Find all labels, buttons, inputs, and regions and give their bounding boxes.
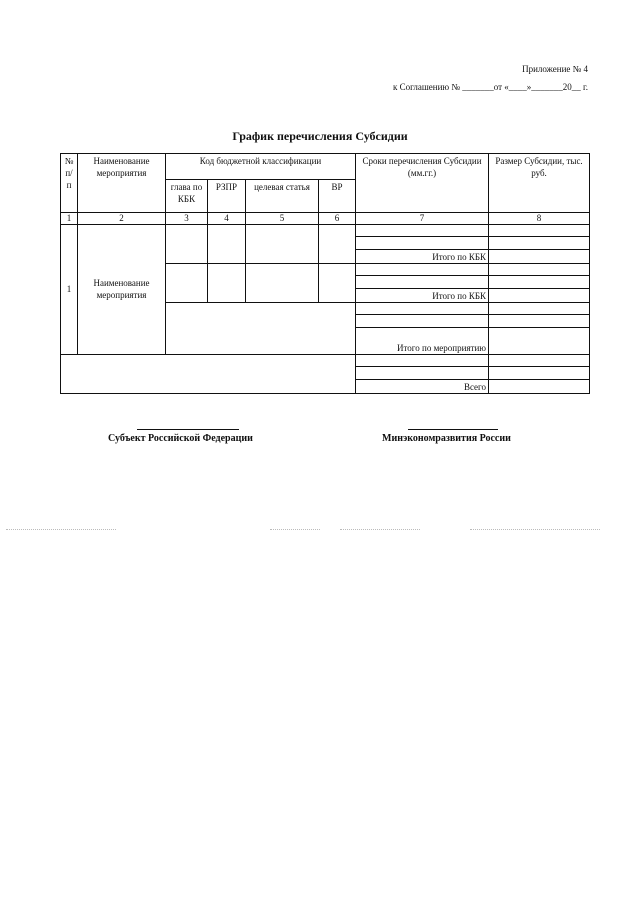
table-row	[61, 225, 590, 237]
scan-artifact	[340, 529, 420, 531]
agreement-reference: к Соглашению № _______от «____»_______20__ г.	[393, 82, 588, 92]
column-number: 5	[246, 213, 319, 225]
column-number: 8	[489, 213, 590, 225]
header-dates: Сроки перечисления Субсидии (мм.гг.)	[356, 154, 489, 213]
table-row	[61, 354, 590, 366]
scan-artifact	[6, 529, 116, 531]
scan-artifact	[270, 529, 320, 531]
table-header-row	[61, 154, 590, 180]
column-number: 3	[166, 213, 208, 225]
signature-line-left	[137, 429, 239, 430]
header-event: Наименование мероприятия	[78, 154, 166, 213]
signature-line-right	[408, 429, 498, 430]
column-number: 1	[61, 213, 78, 225]
header-rzpr: РЗПР	[208, 180, 246, 213]
document-title: График перечисления Субсидии	[232, 129, 408, 143]
row-event-name: Наименование мероприятия	[78, 225, 166, 355]
header-no: № п/п	[61, 154, 78, 213]
total-event-label: Итого по мероприятию	[356, 341, 489, 355]
signature-left-label: Субъект Российской Федерации	[108, 433, 253, 444]
header-chapter: глава по КБК	[166, 180, 208, 213]
header-vr: ВР	[319, 180, 356, 213]
column-number: 2	[78, 213, 166, 225]
row-number: 1	[61, 225, 78, 355]
total-all-label: Всего	[356, 379, 489, 393]
column-number: 6	[319, 213, 356, 225]
signature-right-label: Минэкономразвития России	[382, 433, 511, 444]
header-target: целевая статья	[246, 180, 319, 213]
column-number-row	[61, 213, 590, 225]
annex-label: Приложение № 4	[522, 64, 588, 74]
header-kbk: Код бюджетной классификации	[166, 154, 356, 180]
column-number: 7	[356, 213, 489, 225]
column-number: 4	[208, 213, 246, 225]
subsidy-schedule-table	[60, 153, 590, 394]
total-kbk-label: Итого по КБК	[356, 289, 489, 303]
header-amount: Размер Субсидии, тыс. руб.	[489, 154, 590, 213]
scan-artifact	[470, 529, 600, 531]
total-kbk-label: Итого по КБК	[356, 250, 489, 264]
